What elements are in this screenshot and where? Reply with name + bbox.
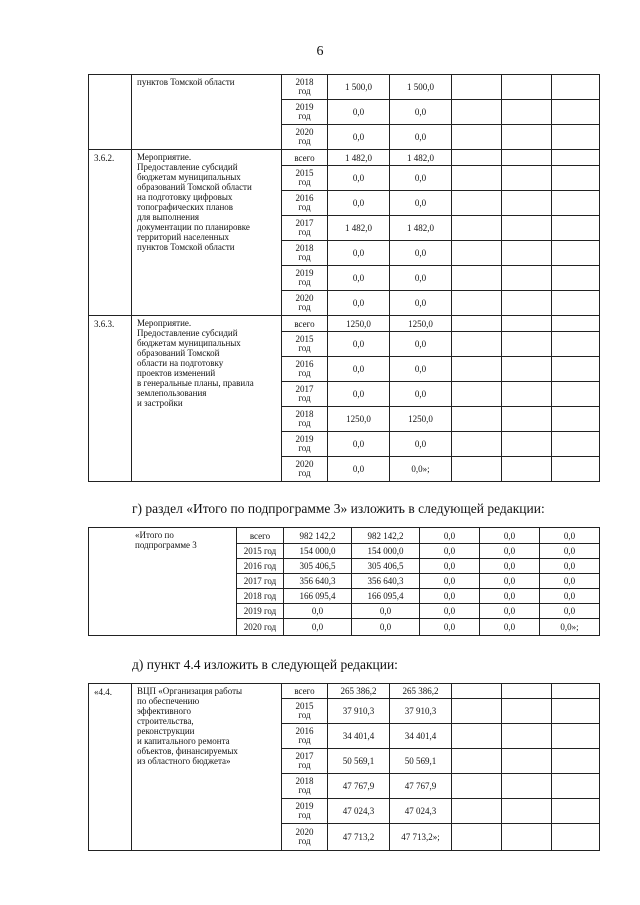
year-cell: 2020 год	[282, 824, 328, 851]
value-cell: 1 482,0	[390, 216, 452, 241]
value-cell: 166 095,4	[352, 589, 420, 604]
year-cell: 2019 год	[282, 266, 328, 291]
value-cell: 47 767,9	[390, 774, 452, 799]
year-cell: 2016 год	[282, 191, 328, 216]
description-cell: Мероприятие. Предоставление субсидий бюджетам муниципальных образований Томской области на подготовку цифровых топографических планов для выполнения документации по планировке территорий населенных пунктов Томской области	[132, 150, 282, 316]
value-cell: 0,0	[480, 589, 540, 604]
code-cell: 3.6.3.	[89, 316, 132, 482]
value-cell: 0,0	[328, 166, 390, 191]
table-row	[89, 528, 600, 544]
value-cell: 1250,0	[390, 407, 452, 432]
value-cell: 0,0»;	[390, 457, 452, 482]
year-cell: всего	[282, 684, 328, 699]
value-cell: 0,0	[390, 357, 452, 382]
value-cell: 1 500,0	[328, 75, 390, 100]
year-cell: 2019 год	[282, 799, 328, 824]
year-cell: всего	[237, 528, 284, 544]
value-cell: 0,0»;	[540, 619, 600, 636]
value-cell: 1 482,0	[328, 150, 390, 166]
year-cell: 2020 год	[282, 125, 328, 150]
value-cell: 47 024,3	[390, 799, 452, 824]
value-cell: 47 767,9	[328, 774, 390, 799]
value-cell: 50 569,1	[390, 749, 452, 774]
value-cell: 0,0	[420, 604, 480, 619]
value-cell: 0,0	[390, 382, 452, 407]
value-cell: 0,0	[328, 241, 390, 266]
value-cell: 982 142,2	[352, 528, 420, 544]
value-cell: 50 569,1	[328, 749, 390, 774]
value-cell: 37 910,3	[390, 699, 452, 724]
code-cell: 3.6.2.	[89, 150, 132, 316]
subprogram-3-total-table	[88, 527, 600, 636]
year-cell: 2020 год	[282, 457, 328, 482]
year-cell: 2015 год	[282, 166, 328, 191]
value-cell: 356 640,3	[284, 574, 352, 589]
value-cell: 0,0	[328, 125, 390, 150]
value-cell: 0,0	[540, 559, 600, 574]
value-cell: 34 401,4	[390, 724, 452, 749]
description-cell: «Итого по подпрограмме 3	[89, 528, 237, 636]
value-cell: 0,0	[420, 619, 480, 636]
value-cell: 0,0	[540, 544, 600, 559]
value-cell: 0,0	[328, 432, 390, 457]
value-cell: 37 910,3	[328, 699, 390, 724]
item-4-4-table	[88, 683, 600, 851]
year-cell: всего	[282, 150, 328, 166]
value-cell: 0,0	[284, 604, 352, 619]
value-cell: 154 000,0	[284, 544, 352, 559]
year-cell: 2019 год	[282, 100, 328, 125]
value-cell: 0,0	[420, 589, 480, 604]
description-cell: ВЦП «Организация работы по обеспечению эффективного строительства, реконструкции и капитального ремонта объектов, финансируемых из областного бюджета»	[132, 684, 282, 851]
value-cell: 1250,0	[390, 316, 452, 332]
value-cell: 305 406,5	[352, 559, 420, 574]
value-cell: 0,0	[540, 574, 600, 589]
value-cell: 0,0	[328, 457, 390, 482]
year-cell: 2020 год	[282, 291, 328, 316]
value-cell: 1 500,0	[390, 75, 452, 100]
year-cell: 2015 год	[282, 699, 328, 724]
value-cell: 0,0	[480, 619, 540, 636]
year-cell: 2016 год	[237, 559, 284, 574]
value-cell: 0,0	[540, 604, 600, 619]
value-cell: 0,0	[390, 191, 452, 216]
paragraph-g: г) раздел «Итого по подпрограмме 3» изложить в следующей редакции:	[132, 501, 545, 516]
year-cell: 2018 год	[282, 407, 328, 432]
year-cell: 2017 год	[237, 574, 284, 589]
value-cell: 0,0	[328, 382, 390, 407]
page-number: 6	[316, 44, 324, 59]
value-cell: 0,0	[480, 574, 540, 589]
year-cell: всего	[282, 316, 328, 332]
value-cell: 0,0	[480, 528, 540, 544]
value-cell: 0,0	[390, 241, 452, 266]
year-cell: 2018 год	[282, 241, 328, 266]
value-cell: 34 401,4	[328, 724, 390, 749]
year-cell: 2016 год	[282, 724, 328, 749]
year-cell: 2015 год	[237, 544, 284, 559]
program-table-3-6	[88, 74, 600, 482]
description-cell: пунктов Томской области	[132, 75, 282, 150]
value-cell: 0,0	[540, 589, 600, 604]
value-cell: 0,0	[328, 357, 390, 382]
year-cell: 2017 год	[282, 749, 328, 774]
value-cell: 0,0	[390, 266, 452, 291]
value-cell: 0,0	[328, 266, 390, 291]
value-cell: 0,0	[390, 332, 452, 357]
value-cell: 0,0	[390, 125, 452, 150]
value-cell: 0,0	[540, 528, 600, 544]
year-cell: 2015 год	[282, 332, 328, 357]
value-cell: 0,0	[480, 559, 540, 574]
value-cell: 265 386,2	[390, 684, 452, 699]
code-cell: «4.4.	[89, 684, 132, 851]
year-cell: 2019 год	[282, 432, 328, 457]
code-cell	[89, 75, 132, 150]
value-cell: 0,0	[284, 619, 352, 636]
value-cell: 166 095,4	[284, 589, 352, 604]
value-cell: 0,0	[420, 544, 480, 559]
value-cell: 356 640,3	[352, 574, 420, 589]
value-cell: 0,0	[480, 544, 540, 559]
value-cell: 0,0	[328, 291, 390, 316]
value-cell: 0,0	[352, 604, 420, 619]
description-cell: Мероприятие. Предоставление субсидий бюджетам муниципальных образований Томской области на подготовку проектов изменений в генеральные планы, правила землепользования и застройки	[132, 316, 282, 482]
value-cell: 0,0	[352, 619, 420, 636]
year-cell: 2018 год	[282, 774, 328, 799]
table-row	[89, 75, 600, 100]
table-row	[89, 684, 600, 699]
value-cell: 0,0	[390, 291, 452, 316]
value-cell: 0,0	[420, 528, 480, 544]
value-cell: 0,0	[420, 574, 480, 589]
value-cell: 47 024,3	[328, 799, 390, 824]
year-cell: 2017 год	[282, 382, 328, 407]
value-cell: 1 482,0	[390, 150, 452, 166]
value-cell: 0,0	[328, 191, 390, 216]
value-cell: 0,0	[390, 166, 452, 191]
value-cell: 154 000,0	[352, 544, 420, 559]
value-cell: 0,0	[420, 559, 480, 574]
year-cell: 2019 год	[237, 604, 284, 619]
value-cell: 265 386,2	[328, 684, 390, 699]
value-cell: 0,0	[390, 100, 452, 125]
value-cell: 1250,0	[328, 407, 390, 432]
year-cell: 2017 год	[282, 216, 328, 241]
year-cell: 2016 год	[282, 357, 328, 382]
value-cell: 1250,0	[328, 316, 390, 332]
year-cell: 2018 год	[282, 75, 328, 100]
value-cell: 47 713,2	[328, 824, 390, 851]
value-cell: 1 482,0	[328, 216, 390, 241]
value-cell: 47 713,2»;	[390, 824, 452, 851]
paragraph-d: д) пункт 4.4 изложить в следующей редакции:	[132, 657, 398, 672]
value-cell: 0,0	[328, 100, 390, 125]
year-cell: 2020 год	[237, 619, 284, 636]
value-cell: 0,0	[480, 604, 540, 619]
value-cell: 982 142,2	[284, 528, 352, 544]
value-cell: 0,0	[390, 432, 452, 457]
value-cell: 0,0	[328, 332, 390, 357]
table-row	[89, 316, 600, 332]
value-cell: 305 406,5	[284, 559, 352, 574]
year-cell: 2018 год	[237, 589, 284, 604]
table-row	[89, 150, 600, 166]
